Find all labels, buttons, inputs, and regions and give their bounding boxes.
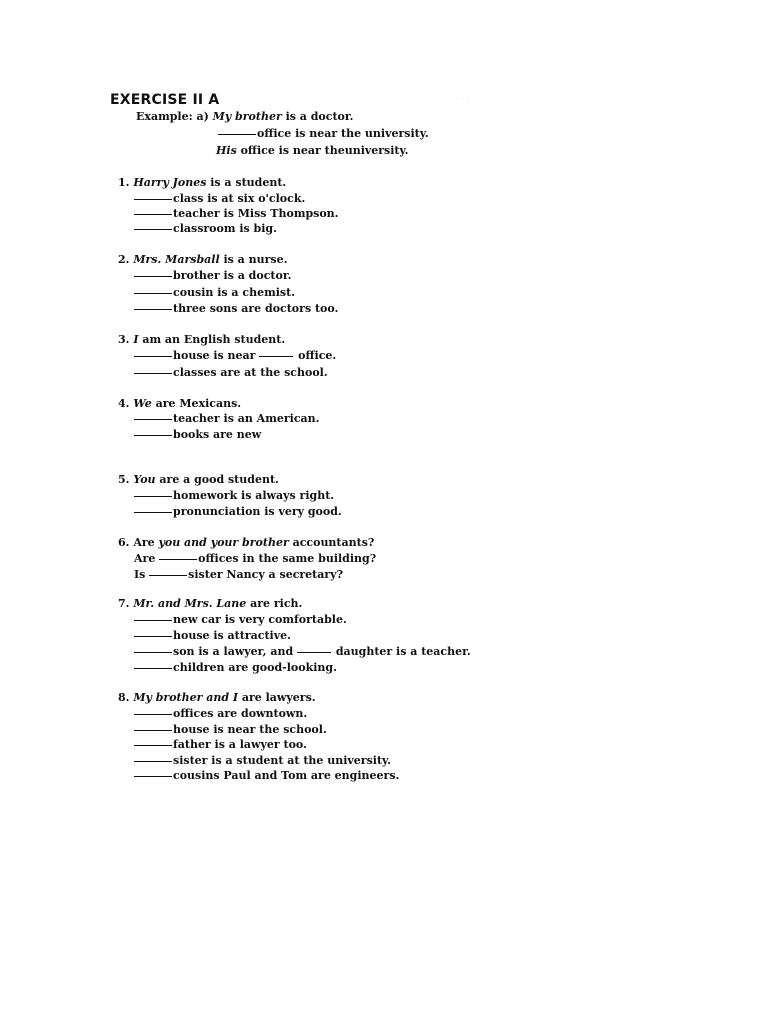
item-heading: [118, 397, 241, 411]
fill-in-line: [134, 738, 307, 752]
answer-blank[interactable]: [259, 355, 293, 357]
item-subject: Mrs. Marsball: [133, 253, 220, 266]
line-text: teacher is an American.: [173, 412, 320, 425]
item-rest: are a good student.: [155, 473, 279, 486]
item-rest: am an English student.: [138, 333, 286, 346]
item-rest: are lawyers.: [238, 691, 316, 704]
fill-in-line: [134, 552, 376, 566]
fill-in-line: [134, 645, 471, 659]
fill-in-line: [134, 613, 347, 627]
fill-in-line: [134, 568, 343, 582]
fill-in-line: [134, 661, 337, 675]
example-label: Example: a): [136, 110, 209, 123]
item-heading: [118, 597, 302, 611]
item-number: 3.: [118, 333, 134, 346]
answer-blank[interactable]: [297, 651, 331, 653]
item-subject: you and your brother: [158, 536, 289, 549]
example-line-2: [218, 127, 429, 141]
fill-in-line: [134, 302, 338, 316]
answer-blank[interactable]: [134, 292, 172, 294]
item-number: 7.: [118, 597, 134, 610]
answer-blank[interactable]: [134, 213, 172, 215]
line-text: father is a lawyer too.: [173, 738, 307, 751]
fill-in-line: [134, 349, 336, 363]
example-line-1: [136, 110, 354, 124]
example-answer-subject: His: [216, 144, 237, 157]
fill-in-line: [134, 286, 295, 300]
example-answer-rest: office is near theuniversity.: [236, 144, 409, 157]
line-text: pronunciation is very good.: [173, 505, 342, 518]
line-text: sister is a student at the university.: [173, 754, 392, 767]
line-text: classroom is big.: [173, 222, 277, 235]
answer-blank[interactable]: [134, 667, 172, 669]
line-text: homework is always right.: [173, 489, 335, 502]
fill-in-line: [134, 192, 305, 206]
item-subject: We: [133, 397, 152, 410]
item-rest: is a nurse.: [219, 253, 288, 266]
answer-blank[interactable]: [134, 511, 172, 513]
item-prefix: Are: [133, 536, 159, 549]
line-text: house is near: [173, 349, 256, 362]
item-heading: [118, 536, 374, 550]
line-text: house is attractive.: [173, 629, 291, 642]
fill-in-line: [134, 412, 319, 426]
item-subject: Mr. and Mrs. Lane: [133, 597, 247, 610]
line-text: house is near the school.: [173, 723, 327, 736]
item-heading: [118, 176, 286, 190]
answer-blank[interactable]: [134, 729, 172, 731]
answer-blank[interactable]: [149, 574, 187, 576]
answer-blank[interactable]: [134, 308, 172, 310]
fill-in-line: [134, 366, 328, 380]
fill-in-line: [134, 754, 391, 768]
bleed-through-mark: · · ·: [455, 95, 470, 105]
answer-blank[interactable]: [134, 355, 172, 357]
item-number: 5.: [118, 473, 134, 486]
answer-blank[interactable]: [159, 558, 197, 560]
fill-in-line: [134, 428, 261, 442]
line-text: brother is a doctor.: [173, 269, 292, 282]
item-subject: My brother and I: [133, 691, 239, 704]
line-prefix: Are: [134, 552, 160, 565]
fill-in-line: [134, 505, 342, 519]
item-number: 1.: [118, 176, 134, 189]
line-text: cousin is a chemist.: [173, 286, 296, 299]
item-number: 6.: [118, 536, 134, 549]
example-line2-text: office is near the university.: [257, 127, 429, 140]
answer-blank[interactable]: [134, 760, 172, 762]
answer-blank[interactable]: [134, 275, 172, 277]
fill-in-line: [134, 269, 291, 283]
line-text: offices are downtown.: [173, 707, 308, 720]
item-number: 2.: [118, 253, 134, 266]
exercise-title: EXERCISE II A: [110, 92, 220, 108]
line-text: office.: [294, 349, 337, 362]
fill-in-line: [134, 629, 291, 643]
item-rest: accountants?: [288, 536, 375, 549]
line-text: teacher is Miss Thompson.: [173, 207, 339, 220]
answer-blank[interactable]: [134, 713, 172, 715]
line-text: offices in the same building?: [198, 552, 377, 565]
fill-in-line: [134, 707, 307, 721]
line-text: class is at six o'clock.: [173, 192, 306, 205]
line-text: books are new: [173, 428, 262, 441]
answer-blank[interactable]: [134, 495, 172, 497]
line-text: sister Nancy a secretary?: [188, 568, 344, 581]
item-subject: Harry Jones: [133, 176, 207, 189]
fill-in-line: [134, 489, 334, 503]
fill-in-line: [134, 207, 339, 221]
example-line-3: [216, 144, 408, 158]
example-rest: is a doctor.: [281, 110, 354, 123]
answer-blank[interactable]: [134, 434, 172, 436]
line-text: classes are at the school.: [173, 366, 328, 379]
answer-blank[interactable]: [134, 651, 172, 653]
answer-blank[interactable]: [134, 635, 172, 637]
line-text: son is a lawyer, and: [173, 645, 294, 658]
answer-blank[interactable]: [134, 775, 172, 777]
example-subject: My brother: [212, 110, 282, 123]
answer-blank[interactable]: [134, 228, 172, 230]
answer-blank[interactable]: [218, 133, 256, 135]
line-text: new car is very comfortable.: [173, 613, 347, 626]
answer-blank[interactable]: [134, 198, 172, 200]
answer-blank[interactable]: [134, 744, 172, 746]
answer-blank[interactable]: [134, 418, 172, 420]
item-subject: You: [133, 473, 156, 486]
fill-in-line: [134, 723, 327, 737]
line-prefix: Is: [134, 568, 150, 581]
answer-blank[interactable]: [134, 372, 172, 374]
item-heading: [118, 691, 316, 705]
item-number: 4.: [118, 397, 134, 410]
line-text: children are good-looking.: [173, 661, 337, 674]
item-number: 8.: [118, 691, 134, 704]
item-subject: I: [133, 333, 139, 346]
line-text: cousins Paul and Tom are engineers.: [173, 769, 400, 782]
fill-in-line: [134, 769, 399, 783]
answer-blank[interactable]: [134, 619, 172, 621]
line-text: daughter is a teacher.: [332, 645, 471, 658]
item-heading: [118, 253, 287, 267]
item-heading: [118, 473, 279, 487]
fill-in-line: [134, 222, 277, 236]
item-heading: [118, 333, 285, 347]
line-text: three sons are doctors too.: [173, 302, 339, 315]
item-rest: is a student.: [206, 176, 287, 189]
item-rest: are Mexicans.: [151, 397, 242, 410]
item-rest: are rich.: [246, 597, 303, 610]
